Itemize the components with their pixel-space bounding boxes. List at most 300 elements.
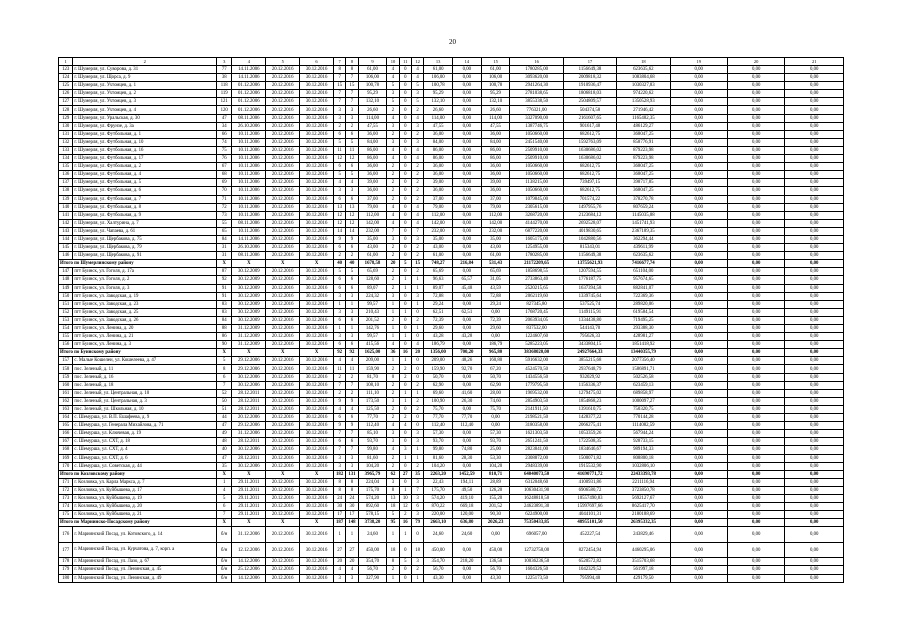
row-number-cell: 148 [59, 276, 73, 284]
table-cell: 7 [333, 430, 345, 438]
table-cell: 10.11.2006 [232, 130, 266, 138]
table-cell: 0,00 [452, 325, 481, 333]
table-cell: 100,78 [481, 82, 510, 90]
table-cell: 574,20 [358, 494, 387, 502]
table-cell: 5 [217, 357, 232, 365]
table-cell: 1768720,45 [510, 308, 563, 316]
total-cell: 16 [399, 519, 411, 527]
table-cell: 30.12.2016 [300, 74, 334, 82]
table-cell: 35,00 [481, 235, 510, 243]
table-row [59, 300, 844, 308]
table-cell: 100,90 [424, 397, 453, 405]
table-cell: 2 [411, 171, 423, 179]
table-cell: б/н [217, 574, 232, 582]
address-cell: с. Шемурша, ул. Ключевая, д. 19 [73, 430, 217, 438]
table-cell: 0,00 [785, 122, 844, 130]
table-cell: 486129,27 [617, 122, 670, 130]
table-cell: 1630686,02 [563, 146, 616, 154]
table-cell: 1637394,58 [563, 284, 616, 292]
table-cell: 0,00 [670, 430, 727, 438]
table-cell: 807659,24 [617, 203, 670, 211]
table-cell: 2 [333, 252, 345, 260]
table-cell: 1165482,35 [617, 114, 670, 122]
row-number-cell: 154 [59, 325, 73, 333]
table-cell: 104,20 [424, 462, 453, 470]
table-cell: 0,00 [670, 397, 727, 405]
table-cell: 51 [217, 405, 232, 413]
column-number-cell: 13 [424, 58, 453, 66]
row-number-cell: 172 [59, 486, 73, 494]
table-cell: 30.12.2016 [300, 503, 334, 511]
table-row [59, 66, 844, 74]
table-cell: 0,00 [785, 106, 844, 114]
total-cell: X [300, 349, 334, 357]
total-cell: X [217, 260, 232, 268]
table-cell: 30.12.2009 [232, 316, 266, 324]
table-cell: 6 [217, 503, 232, 511]
table-cell: 0,00 [727, 574, 784, 582]
table-cell: 450,00 [481, 542, 510, 558]
table-cell: 0,00 [727, 341, 784, 349]
address-cell: г. Шумерля, ул. Ухтомцев, д. 4 [73, 106, 217, 114]
table-cell: 1000097,27 [617, 397, 670, 405]
table-cell: 74,80 [452, 446, 481, 454]
table-cell: 53,30 [481, 454, 510, 462]
table-cell: 3 [333, 454, 345, 462]
table-cell: 362294,44 [617, 235, 670, 243]
table-cell: 7 [346, 74, 358, 82]
table-cell: 3 [387, 138, 399, 146]
table-cell: 119 [217, 90, 232, 98]
table-cell: 3 [387, 478, 399, 486]
table-row [59, 494, 844, 502]
report-table-container [58, 57, 844, 583]
table-cell: 827345,80 [510, 300, 563, 308]
table-cell: 450,00 [358, 542, 387, 558]
table-cell: 31.12.2009 [232, 333, 266, 341]
table-cell: 142,00 [358, 219, 387, 227]
table-cell: 0,00 [727, 187, 784, 195]
table-cell: 0 [411, 308, 423, 316]
table-cell: 26.10.2006 [232, 122, 266, 130]
table-cell: 0,00 [452, 227, 481, 235]
table-cell: 12 [333, 155, 345, 163]
table-cell: 118 [217, 82, 232, 90]
table-cell: 30.12.2016 [300, 308, 334, 316]
table-cell: 68 [217, 171, 232, 179]
table-cell: 8 [387, 558, 399, 566]
table-cell: 132,10 [481, 98, 510, 106]
total-cell: 0,00 [785, 519, 844, 527]
table-cell: 2 [411, 397, 423, 405]
table-cell: 79,00 [358, 203, 387, 211]
table-cell: 0,00 [727, 446, 784, 454]
total-cell: X [300, 470, 334, 478]
table-cell: 0,00 [785, 414, 844, 422]
table-cell: 39,00 [481, 179, 510, 187]
row-number-cell: 177 [59, 542, 73, 558]
table-cell: 7 [217, 511, 232, 519]
table-cell: 5285223,05 [510, 341, 563, 349]
table-cell: 3 [387, 235, 399, 243]
table-cell: 0,00 [670, 325, 727, 333]
row-number-cell: 163 [59, 405, 73, 413]
column-number-cell: 10 [387, 58, 399, 66]
table-cell: 20.12.2016 [266, 478, 300, 486]
table-cell: 232,00 [358, 227, 387, 235]
table-cell: 0,00 [727, 422, 784, 430]
table-cell: 1722508,35 [563, 438, 616, 446]
table-cell: 0,00 [452, 163, 481, 171]
total-cell: 21172209,65 [510, 260, 563, 268]
table-cell: 24623891,30 [510, 503, 563, 511]
table-cell: 0,00 [727, 414, 784, 422]
table-cell: 29.11.2011 [232, 503, 266, 511]
column-number-cell: 19 [670, 58, 727, 66]
table-cell: 6 [333, 438, 345, 446]
table-cell: 4 [387, 146, 399, 154]
table-cell: 30.12.2016 [300, 365, 334, 373]
table-cell: 29.11.2011 [232, 494, 266, 502]
table-cell: 1776187,75 [563, 276, 616, 284]
table-cell: 0,00 [452, 106, 481, 114]
address-cell: г. Шумерля, ул. Суворова, д. 31 [73, 66, 217, 74]
table-cell: 7 [217, 381, 232, 389]
table-cell: 86,00 [481, 155, 510, 163]
table-cell: 4 [387, 341, 399, 349]
table-cell: 142,00 [424, 219, 453, 227]
table-cell: 126,20 [481, 486, 510, 494]
table-cell: 0,00 [727, 146, 784, 154]
table-cell: 1 [411, 276, 423, 284]
table-cell: 0 [399, 235, 411, 243]
table-cell: 1 [387, 527, 399, 543]
total-cell: 26395332,35 [617, 519, 670, 527]
table-cell: 43,30 [481, 574, 510, 582]
table-cell: 36,00 [424, 130, 453, 138]
table-cell: 0 [399, 381, 411, 389]
table-cell: 0 [399, 542, 411, 558]
table-cell: 4 [387, 114, 399, 122]
table-cell: 5 [387, 511, 399, 519]
table-cell: 0 [399, 219, 411, 227]
table-cell: 0 [399, 244, 411, 252]
table-cell: 66 [217, 130, 232, 138]
table-cell: 20.12.2016 [266, 227, 300, 235]
table-cell: 20.12.2016 [266, 211, 300, 219]
table-cell: 30.12.2016 [300, 211, 334, 219]
table-cell: 3 [387, 430, 399, 438]
table-cell: 36,00 [481, 171, 510, 179]
table-cell: 0,00 [785, 325, 844, 333]
table-cell: 43,59 [481, 284, 510, 292]
table-cell: 0 [399, 138, 411, 146]
table-cell: 0,00 [727, 211, 784, 219]
table-cell: 69 [217, 179, 232, 187]
table-cell: 6 [346, 414, 358, 422]
table-cell: 31.12.2006 [232, 430, 266, 438]
table-cell: 0,00 [670, 316, 727, 324]
table-cell: 0 [399, 566, 411, 574]
total-cell: 95 [387, 519, 399, 527]
table-cell: 0,00 [452, 381, 481, 389]
table-cell: 0,00 [727, 244, 784, 252]
table-cell: 0 [399, 187, 411, 195]
table-cell: 651104,00 [617, 268, 670, 276]
row-number-cell: 156 [59, 341, 73, 349]
table-cell: 128,60 [358, 276, 387, 284]
table-cell: 3 [333, 106, 345, 114]
table-cell: 30.12.2016 [300, 558, 334, 566]
table-cell: 2509910,00 [510, 155, 563, 163]
address-cell: пгт Буинск, ул. Гоголя, д. 17а [73, 268, 217, 276]
table-cell: 378270,78 [617, 195, 670, 203]
table-row [59, 511, 844, 519]
table-cell: 13 [387, 494, 399, 502]
table-cell: 0,00 [785, 486, 844, 494]
table-row [59, 414, 844, 422]
table-cell: 0,00 [785, 284, 844, 292]
table-cell: 36,00 [358, 130, 387, 138]
table-cell: 15 [346, 82, 358, 90]
table-cell: 2 [411, 163, 423, 171]
address-cell: г. Шумерля, ул. Ухтомцев, д. 2 [73, 90, 217, 98]
table-cell: 30.12.2016 [300, 244, 334, 252]
table-cell: 18 [387, 503, 399, 511]
table-cell: 20.12.2016 [266, 219, 300, 227]
table-cell: 49 [217, 430, 232, 438]
district-total-label: Итого по Козловскому району [59, 470, 217, 478]
table-cell: 28.12.2011 [232, 438, 266, 446]
table-cell: 36,00 [358, 171, 387, 179]
table-cell: 3 [411, 235, 423, 243]
table-cell: 0,00 [727, 308, 784, 316]
table-cell: 795994,40 [563, 574, 616, 582]
table-cell: 0 [399, 268, 411, 276]
table-cell: 30.12.2016 [300, 219, 334, 227]
table-cell: 50,70 [424, 373, 453, 381]
table-cell: 1592763,09 [563, 138, 616, 146]
address-cell: г. Шумерля, ул. Футбольная, д. 1 [73, 130, 217, 138]
table-cell: 739497,15 [563, 179, 616, 187]
address-cell: г. Козловка, ул. Куйбышева, д. 21 [73, 511, 217, 519]
table-cell: 48 [217, 438, 232, 446]
row-number-cell: 125 [59, 82, 73, 90]
table-cell: 1 [411, 454, 423, 462]
table-cell: 1042880,56 [563, 235, 616, 243]
table-cell: 0,00 [452, 155, 481, 163]
row-number-cell: 128 [59, 106, 73, 114]
total-cell: X [266, 470, 300, 478]
table-cell: 3180358,00 [510, 422, 563, 430]
address-cell: г. Шумерля, ул. Щорса, д. 9 [73, 74, 217, 82]
total-cell: 35 [411, 470, 423, 478]
table-cell: 20.12.2016 [266, 341, 300, 349]
table-cell: 112,40 [452, 422, 481, 430]
table-cell: 35,00 [358, 235, 387, 243]
table-row [59, 211, 844, 219]
table-cell: 1050660,00 [510, 171, 563, 179]
table-cell: 15 [333, 82, 345, 90]
table-cell: 2 [387, 566, 399, 574]
table-cell: 160,80 [481, 357, 510, 365]
table-cell: 2 [333, 373, 345, 381]
table-cell: 289820,06 [617, 300, 670, 308]
table-cell: 106,00 [424, 74, 453, 82]
table-cell: 0,00 [727, 122, 784, 130]
total-cell: 15 [411, 260, 423, 268]
table-cell: 2066275,41 [563, 422, 616, 430]
table-cell: 0,00 [785, 430, 844, 438]
table-cell: 7 [346, 381, 358, 389]
table-cell: 5 [333, 268, 345, 276]
table-cell: 2 [411, 252, 423, 260]
table-cell: 20.12.2016 [266, 195, 300, 203]
table-cell: 91 [217, 292, 232, 300]
address-cell: г. Шумерля, ул. Футбольная, д. 9 [73, 211, 217, 219]
table-cell: 12 [346, 211, 358, 219]
table-cell: 72,39 [481, 316, 510, 324]
table-cell: 72,88 [481, 292, 510, 300]
table-cell: 0,00 [670, 114, 727, 122]
table-cell: 47,55 [424, 122, 453, 130]
table-cell: 2 [387, 381, 399, 389]
table-cell: 2 [387, 244, 399, 252]
district-total-label: Итого по Буинскому району [59, 349, 217, 357]
column-number-row [59, 58, 844, 66]
table-cell: 30.12.2016 [300, 566, 334, 574]
table-cell: 0 [399, 98, 411, 106]
total-cell: 1678,58 [358, 260, 387, 268]
total-cell: 13755621,93 [563, 260, 616, 268]
table-cell: 3 [411, 122, 423, 130]
table-cell: 0,00 [670, 235, 727, 243]
row-number-cell: 149 [59, 284, 73, 292]
table-cell: 6 [346, 316, 358, 324]
table-cell: 61,00 [358, 66, 387, 74]
table-row [59, 438, 844, 446]
address-cell: с. Шемурша, ул. СХТ, д. 6 [73, 454, 217, 462]
table-cell: 86,00 [481, 146, 510, 154]
table-cell: 22,43 [424, 478, 453, 486]
table-cell: 6 [217, 373, 232, 381]
table-cell: 2 [411, 106, 423, 114]
row-number-cell: 123 [59, 66, 73, 74]
table-cell: 20.12.2016 [266, 300, 300, 308]
table-cell: 90 [217, 341, 232, 349]
table-cell: 0 [399, 252, 411, 260]
table-cell: 218,20 [452, 558, 481, 566]
table-cell: 11 [346, 146, 358, 154]
table-cell: 3 [346, 114, 358, 122]
table-cell: 419,10 [452, 494, 481, 502]
table-cell: 0 [399, 90, 411, 98]
total-cell: X [266, 260, 300, 268]
table-cell: 6 [333, 163, 345, 171]
table-cell: 1 [399, 486, 411, 494]
table-cell: 7 [333, 90, 345, 98]
table-cell: 3093620,00 [510, 74, 563, 82]
table-cell: 20.12.2016 [266, 292, 300, 300]
total-cell: 0,00 [727, 260, 784, 268]
table-cell: 0,00 [727, 106, 784, 114]
address-cell: пгт Буинск, ул. Гоголя, д. 3 [73, 284, 217, 292]
table-cell: 14 [346, 227, 358, 235]
table-cell: 1 [411, 284, 423, 292]
table-cell: 30.12.2016 [300, 292, 334, 300]
table-cell: 0,00 [452, 462, 481, 470]
table-cell: 11 [333, 365, 345, 373]
table-cell: 35 [217, 462, 232, 470]
table-cell: 4 [411, 114, 423, 122]
table-cell: 24,60 [452, 527, 481, 543]
table-cell: 0,00 [785, 574, 844, 582]
table-cell: 72,39 [424, 316, 453, 324]
table-cell: 1915532,90 [563, 462, 616, 470]
address-cell: с. Шемурша, ул. СХТ, д. 4 [73, 446, 217, 454]
table-cell: 1 [411, 446, 423, 454]
table-cell: 61,00 [481, 66, 510, 74]
table-cell: 0,00 [785, 114, 844, 122]
table-cell: 30.12.2016 [300, 494, 334, 502]
table-cell: 327,90 [358, 574, 387, 582]
table-cell: 0,00 [785, 195, 844, 203]
table-cell: 669,18 [452, 503, 481, 511]
table-cell: 0,00 [670, 284, 727, 292]
table-cell: 30.12.2006 [232, 373, 266, 381]
table-cell: 77,70 [452, 414, 481, 422]
table-cell: 0,00 [727, 462, 784, 470]
table-cell: 2367189,35 [617, 227, 670, 235]
row-number-cell: 147 [59, 268, 73, 276]
total-cell: 92 [333, 349, 345, 357]
row-number-cell: 142 [59, 219, 73, 227]
column-number-cell: 2 [73, 58, 217, 66]
table-cell: 4460295,06 [617, 542, 670, 558]
table-cell: 682612,75 [563, 130, 616, 138]
table-cell: 37,00 [424, 195, 453, 203]
row-number-cell: 159 [59, 373, 73, 381]
table-row [59, 244, 844, 252]
table-cell: 4044101,31 [563, 511, 616, 519]
table-cell: 2 [387, 414, 399, 422]
table-row [59, 195, 844, 203]
table-cell: 29,60 [424, 325, 453, 333]
table-cell: 43,00 [358, 244, 387, 252]
address-cell: г. Шумерля, ул. Фрунзе, д. 3а [73, 122, 217, 130]
table-cell: 56,70 [481, 566, 510, 574]
table-cell: 879223,98 [617, 155, 670, 163]
table-cell: 159,90 [358, 365, 387, 373]
table-cell: 0,00 [727, 130, 784, 138]
table-cell: 201,52 [481, 503, 510, 511]
address-cell: с. Шемурша, ул. В.П. Ешафеева, д. 9 [73, 414, 217, 422]
table-cell: 74,60 [481, 397, 510, 405]
table-cell: 6 [333, 244, 345, 252]
table-cell: 65 [217, 227, 232, 235]
table-cell: 696057,00 [510, 527, 563, 543]
table-cell: 0 [399, 106, 411, 114]
table-cell: 0,00 [785, 341, 844, 349]
table-cell: 30.12.2016 [300, 357, 334, 365]
table-cell: 1138215,00 [510, 179, 563, 187]
table-cell: 0,00 [670, 405, 727, 413]
total-cell: 1452,59 [452, 470, 481, 478]
table-cell: 0,00 [452, 430, 481, 438]
total-cell: 20 [411, 349, 423, 357]
table-cell: 0 [399, 325, 411, 333]
table-cell: 4 [387, 66, 399, 74]
